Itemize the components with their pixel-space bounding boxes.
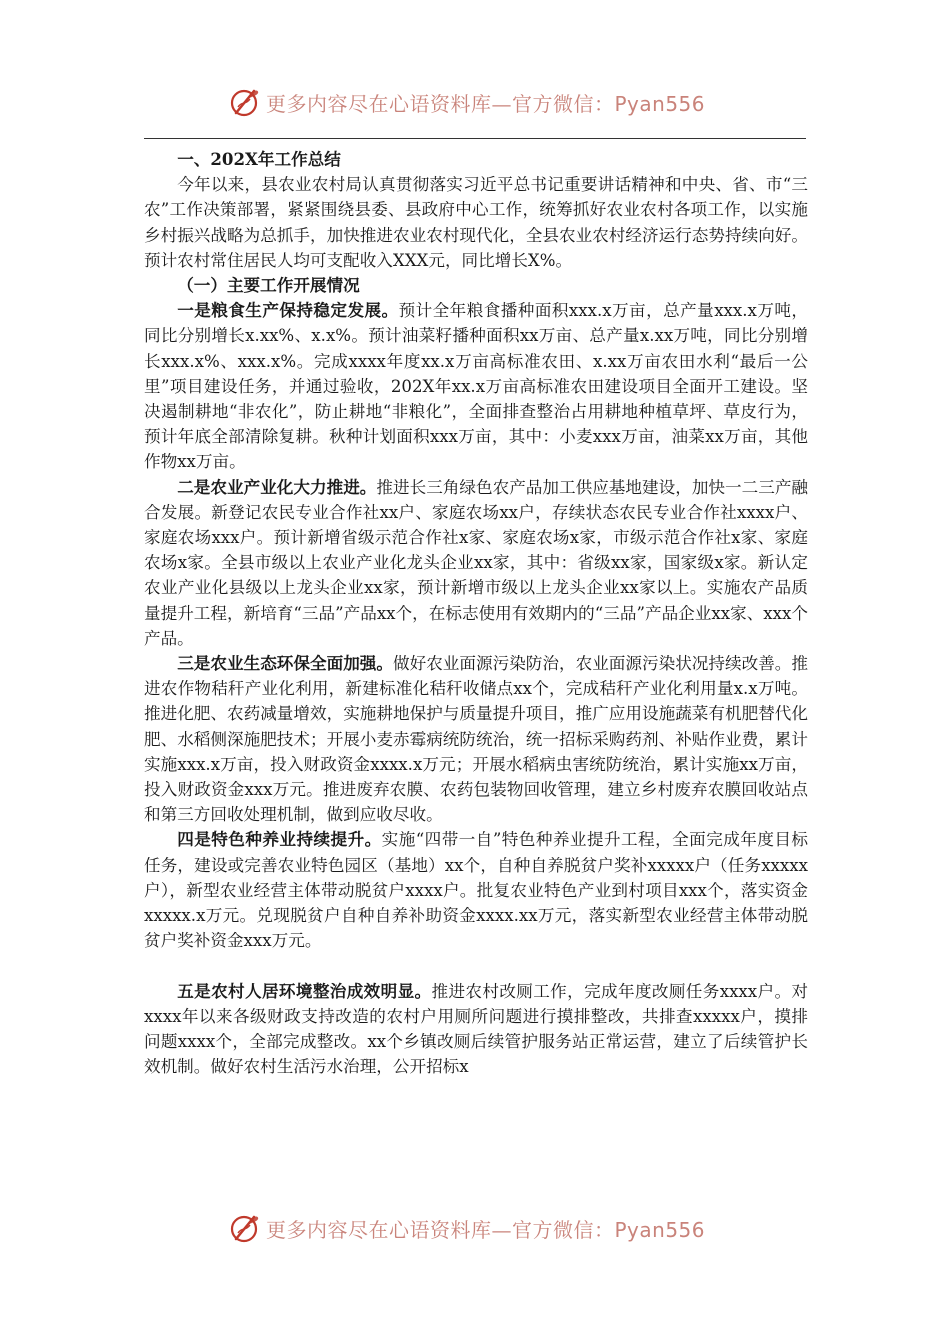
paragraph-gap xyxy=(144,954,808,979)
watermark-text: 更多内容尽在心语资料库—官方微信：Pyan556 xyxy=(266,1217,706,1242)
paragraph-lead: 二是农业产业化大力推进。 xyxy=(177,476,377,497)
footer-watermark xyxy=(0,1208,950,1248)
watermark-text: 更多内容尽在心语资料库—官方微信：Pyan556 xyxy=(266,91,706,116)
paragraph-ecology xyxy=(144,651,808,827)
section-heading: 一、202X年工作总结 xyxy=(177,149,341,169)
intro-paragraph: 今年以来，县农业农村局认真贯彻落实习近平总书记重要讲话精神和中央、省、市“三农”工作决策部署，紧紧围绕县委、县政府中心工作，统筹抓好农业农村各项工作，以实施乡村振兴战略为总抓手，加快推进农业农村现代化，全县农业农村经济运行态势持续向好。预计农村常住居民人均可支配收入XXX元，同比增长X%。 xyxy=(144,175,808,270)
paragraph-environment xyxy=(144,979,808,1080)
paragraph-body: 预计全年粮食播种面积xxx.x万亩，总产量xxx.x万吨，同比分别增长x.xx%、x.x%。预计油菜籽播种面积xx万亩、总产量x.xx万吨，同比分别增长xxx.x%、xxx.x%。完成xxxx年度xx.x万亩高标准农田、x.xx万亩农田水利“最后一公里”项目建设任务，并通过验收，202X年xx.x万亩高标准农田建设项目全面开工建设。坚决遏制耕地“非农化”，防止耕地“非粮化”，全面排查整治占用耕地种植草坪、草皮行为，预计年底全部清除复耕。秋种计划面积xxx万亩，其中：小麦xxx万亩，油菜xx万亩，其他作物xx万亩。 xyxy=(144,301,808,472)
paragraph-body: 实施“四带一自”特色种养业提升工程，全面完成年度目标任务，建设或完善农业特色园区（基地）xx个，自种自养脱贫户奖补xxxxx户（任务xxxxx户），新型农业经营主体带动脱贫户xxxx户。批复农业特色产业到村项目xxx个，落实资金xxxxx.x万元。兑现脱贫户自种自养补助资金xxxx.xx万元，落实新型农业经营主体带动脱贫户奖补资金xxx万元。 xyxy=(144,830,808,951)
subsection-heading: （一）主要工作开展情况 xyxy=(177,275,360,296)
quill-logo-icon xyxy=(228,1211,262,1245)
header-watermark xyxy=(0,82,950,122)
paragraph-lead: 三是农业生态环保全面加强。 xyxy=(177,653,393,674)
quill-logo-icon xyxy=(228,85,262,119)
paragraph-body: 推进长三角绿色农产品加工供应基地建设，加快一二三产融合发展。新登记农民专业合作社xx户、家庭农场xx户，存续状态农民专业合作社xxxx户、家庭农场xxx户。预计新增省级示范合作社x家、家庭农场x家，市级示范合作社x家、家庭农场x家。全县市级以上农业产业化龙头企业xx家，其中：省级xx家，国家级x家。新认定农业产业化县级以上龙头企业xx家，预计新增市级以上龙头企业xx家以上。实施农产品质量提升工程，新培育“三品”产品xx个，在标志使用有效期内的“三品”产品企业xx家、xxx个产品。 xyxy=(144,477,809,648)
paragraph-grain xyxy=(144,298,808,474)
paragraph-body: 推进农村改厕工作，完成年度改厕任务xxxx户。对xxxx年以来各级财政支持改造的农村户用厕所问题进行摸排整改，共排查xxxxx户，摸排问题xxxx个，全部完成整改。xx个乡镇改厕后续管护服务站正常运营，建立了后续管护长效机制。做好农村生活污水治理，公开招标x xyxy=(144,981,809,1077)
paragraph-specialty xyxy=(144,827,808,953)
paragraph-lead: 四是特色种养业持续提升。 xyxy=(177,829,382,850)
paragraph-industrialization xyxy=(144,475,808,651)
header-rule xyxy=(144,138,806,139)
document-body xyxy=(144,147,808,1079)
paragraph-body: 做好农业面源污染防治，农业面源污染状况持续改善。推进农作物秸秆产业化利用，新建标准化秸秆收储点xx个，完成秸秆产业化利用量x.x万吨。推进化肥、农药减量增效，实施耕地保护与质量提升项目，推广应用设施蔬菜有机肥替代化肥、水稻侧深施肥技术；开展小麦赤霉病统防统治，统一招标采购药剂、补贴作业费，累计实施xxx.x万亩，投入财政资金xxxx.x万元；开展水稻病虫害统防统治，累计实施xx万亩，投入财政资金xxx万元。推进废弃农膜、农药包装物回收管理，建立乡村废弃农膜回收站点和第三方回收处理机制，做到应收尽收。 xyxy=(144,654,809,825)
paragraph-lead: 一是粮食生产保持稳定发展。 xyxy=(177,300,399,321)
paragraph-lead: 五是农村人居环境整治成效明显。 xyxy=(177,980,432,1001)
